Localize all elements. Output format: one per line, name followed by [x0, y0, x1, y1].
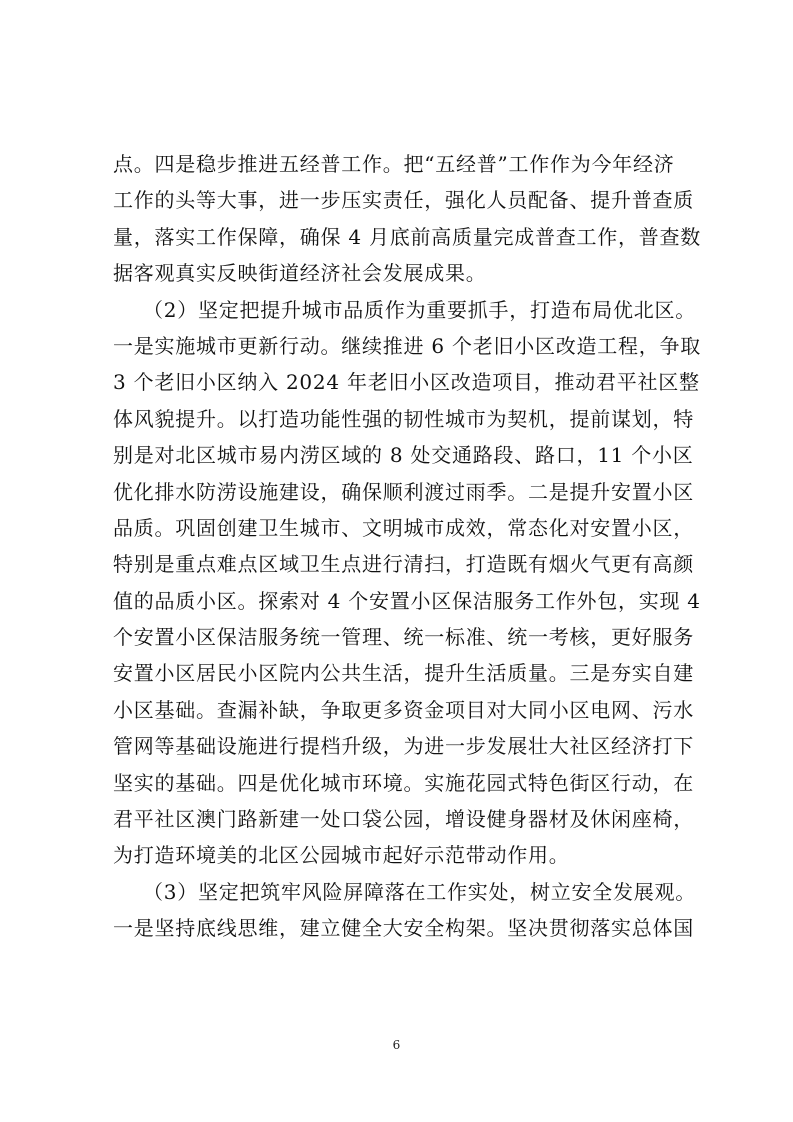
- text-line: 3 个老旧小区纳入 2024 年老旧小区改造项目，推动君平社区整: [113, 370, 700, 395]
- text-line: 一是实施城市更新行动。继续推进 6 个老旧小区改造工程，争取: [113, 333, 701, 358]
- text-line: 量，落实工作保障，确保 4 月底前高质量完成普查工作，普查数: [113, 224, 701, 249]
- text-line: 小区基础。查漏补缺，争取更多资金项目对大同小区电网、污水: [113, 697, 694, 722]
- page-number: 6: [392, 1038, 401, 1052]
- text-line: 别是对北区城市易内涝区域的 8 处交通路段、路口，11 个小区: [113, 443, 694, 468]
- paragraph-heading-3: （3）坚定把筑牢风险屏障落在工作实处，树立安全发展观。: [143, 879, 696, 904]
- text-line: 据客观真实反映街道经济社会发展成果。: [113, 261, 487, 286]
- text-line: 君平社区澳门路新建一处口袋公园，增设健身器材及休闲座椅，: [113, 807, 694, 832]
- text-line: 体风貌提升。以打造功能性强的韧性城市为契机，提前谋划，特: [113, 406, 694, 431]
- text-line: 工作的头等大事，进一步压实责任，强化人员配备、提升普查质: [113, 188, 694, 213]
- text-line: 坚实的基础。四是优化城市环境。实施花园式特色街区行动，在: [113, 770, 694, 795]
- text-line: 点。四是稳步推进五经普工作。把“五经普”工作作为今年经济: [113, 152, 675, 176]
- text-line: 值的品质小区。探索对 4 个安置小区保洁服务工作外包，实现 4: [113, 588, 701, 613]
- text-line: 特别是重点难点区域卫生点进行清扫，打造既有烟火气更有高颜: [113, 552, 694, 577]
- body-text: [113, 146, 703, 947]
- paragraph-heading-2: （2）坚定把提升城市品质作为重要抓手，打造布局优北区。: [143, 297, 696, 322]
- text-line: 管网等基础设施进行提档升级，为进一步发展壮大社区经济打下: [113, 734, 694, 759]
- text-line: 安置小区居民小区院内公共生活，提升生活质量。三是夯实自建: [113, 661, 694, 686]
- text-line: 品质。巩固创建卫生城市、文明城市成效，常态化对安置小区，: [113, 515, 694, 540]
- text-line: 为打造环境美的北区公园城市起好示范带动作用。: [113, 843, 570, 868]
- text-line: 个安置小区保洁服务统一管理、统一标准、统一考核，更好服务: [113, 625, 694, 650]
- text-line: 优化排水防涝设施建设，确保顺利渡过雨季。二是提升安置小区: [113, 479, 694, 504]
- text-line: 一是坚持底线思维，建立健全大安全构架。坚决贯彻落实总体国: [113, 916, 694, 941]
